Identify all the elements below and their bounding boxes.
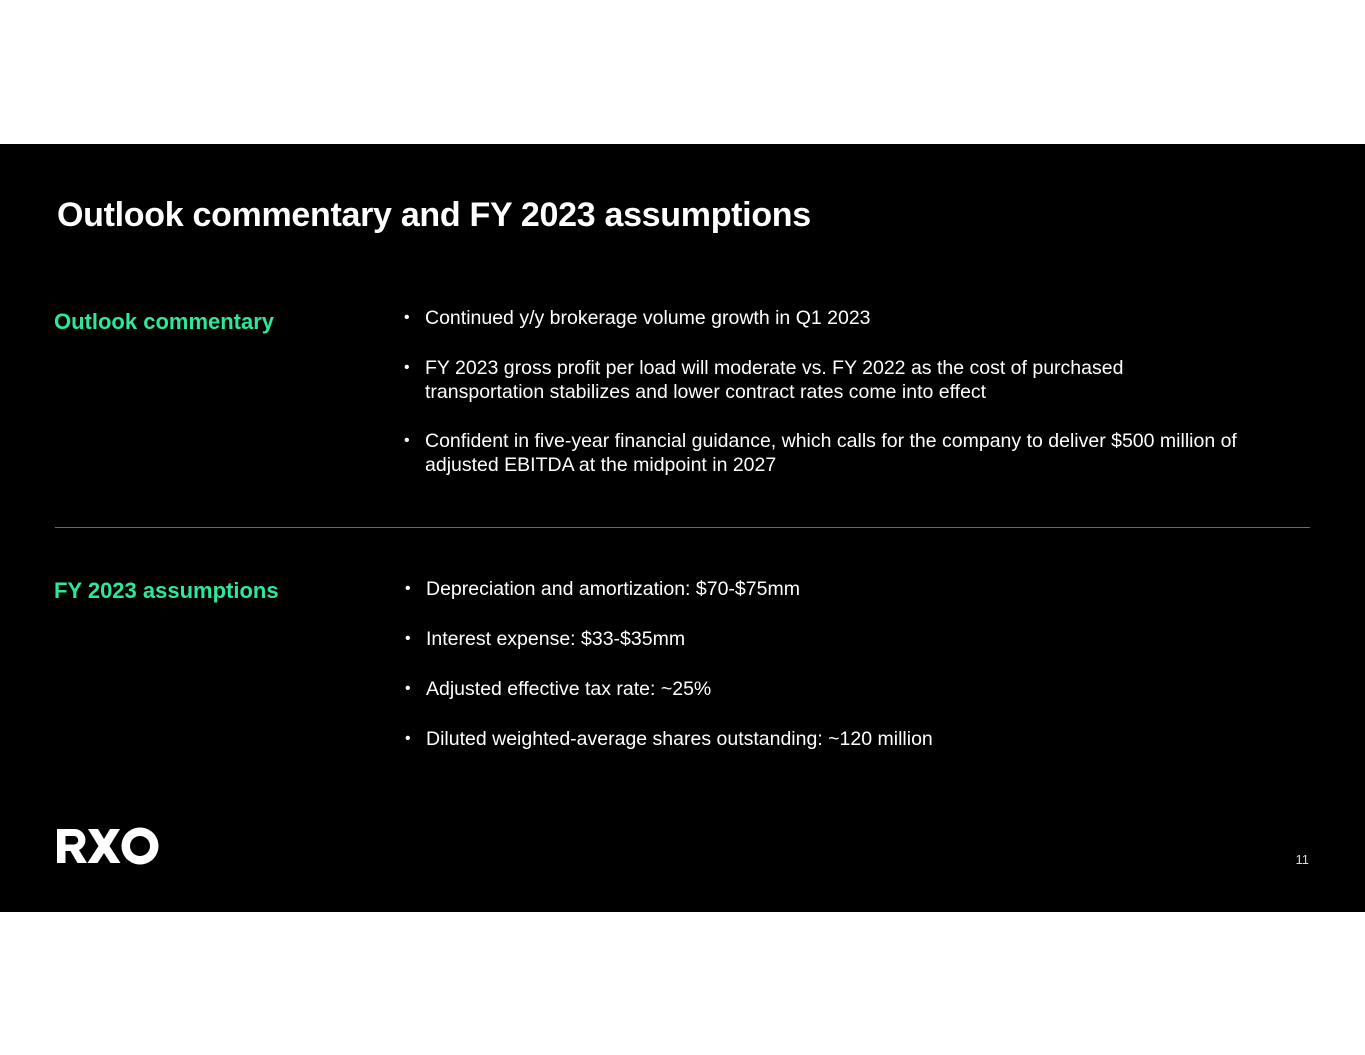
page-number: 11 [1295,852,1309,867]
fy2023-assumptions-list [405,577,1305,751]
bullet-icon: • [405,730,411,747]
bullet-text: Depreciation and amortization: $70-$75mm [426,578,800,600]
outlook-commentary-list [404,306,1304,477]
bullet-icon: • [404,309,410,326]
list-item [405,577,1305,601]
bullet-text: Continued y/y brokerage volume growth in Q1 2023 [425,307,871,329]
bullet-text: FY 2023 gross profit per load will moderate vs. FY 2022 as the cost of purchased transportation stabilizes and lower contract rates come into effect [425,357,1124,403]
bullet-text: Interest expense: $33-$35mm [426,628,686,650]
slide [0,144,1365,912]
section-divider [55,527,1310,528]
outlook-commentary-label: Outlook commentary [54,309,275,334]
list-item [405,627,1305,651]
bullet-text: Diluted weighted-average shares outstanding: ~120 million [426,728,933,750]
list-item [405,677,1305,701]
bullet-icon: • [405,630,411,647]
list-item [404,306,1304,330]
list-item [404,429,1305,477]
rxo-logo [57,826,159,866]
bullet-text: Adjusted effective tax rate: ~25% [426,678,712,700]
bullet-icon: • [404,359,410,376]
bullet-icon: • [405,580,411,597]
fy2023-assumptions-label: FY 2023 assumptions [54,578,279,603]
list-item [405,727,1305,751]
bullet-icon: • [404,432,410,449]
bullet-icon: • [405,680,411,697]
bullet-text: Confident in five-year financial guidance, which calls for the company to deliver $500 million of adjusted EBITDA at the midpoint in 2027 [425,430,1237,476]
list-item [404,356,1225,404]
slide-title: Outlook commentary and FY 2023 assumptions [57,196,811,234]
